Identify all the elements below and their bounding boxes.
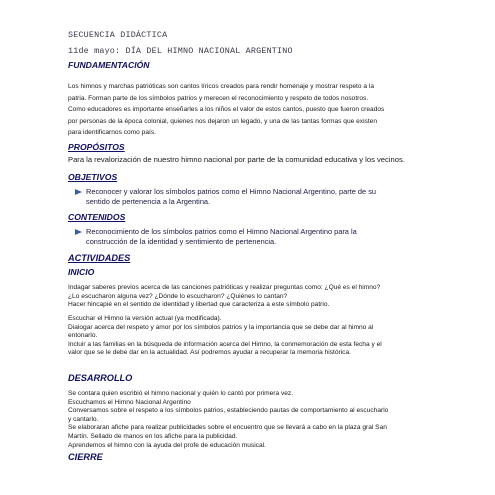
heading-contenidos: CONTENIDOS [68, 212, 126, 222]
text-line: Se elaboraran afiche para realizar publicidades sobre el encuentro que se llevará a cabo en la plaza gral San [68, 424, 387, 432]
text-line: para identificarnos como país. [68, 129, 156, 137]
text-line: por personas de la época colonial, quienes nos dejaron un legado, y una de las tantas formas que existen [68, 117, 378, 125]
fundamentacion-text [68, 81, 456, 139]
text-line: sentido de pertenencia a la Argentina. [86, 196, 211, 206]
text-line: patria. Forman parte de los símbolos patrios y merecen el reconocimiento y respeto de todos nosotros. [68, 94, 369, 102]
text-line: Conversamos sobre el respeto a los símbolos patrios, estableciendo pautas de comportamiento al escucharlo [68, 407, 389, 415]
text-line: ¿Lo escucharon alguna vez? ¿Dónde lo escucharon? ¿Quiénes lo cantan? [68, 292, 288, 300]
text-line: Indagar saberes previos acerca de las canciones patrióticas y realizar preguntas como: ¿Qué es el himno? [68, 284, 381, 291]
contenidos-bullet [86, 227, 456, 246]
text-line: Reconocer y valorar los símbolos patrios como el Himno Nacional Argentino, parte de su [86, 187, 377, 196]
heading-cierre: CIERRE [68, 452, 103, 462]
text-line: Escuchamos el Himno Nacional Argentino [68, 398, 191, 406]
text-line: y cantarlo. [68, 415, 99, 423]
text-line: Dialogar acerca del respeto y amor por los símbolos patrios y la importancia que se debe dar al himno al [68, 323, 374, 331]
heading-propositos: PROPÓSITOS [68, 142, 125, 152]
bullet-icon [75, 229, 82, 235]
heading-actividades: ACTIVIDADES [68, 253, 131, 263]
desarrollo-text [68, 390, 456, 450]
bullet-icon [75, 189, 82, 195]
text-line: entonarlo. [68, 332, 98, 340]
text-line: Los himnos y marchas patrióticas son cantos líricos creados para rendir homenaje y mostrar respeto a la [68, 83, 375, 90]
heading-desarrollo: DESARROLLO [68, 373, 133, 383]
text-line: Aprendemos el himno con la ayuda del profe de educación musical. [68, 441, 266, 449]
propositos-text [68, 155, 456, 165]
text-line: Se contara quien escribió el himno nacional y quién lo cantó por primera vez. [68, 390, 294, 397]
heading-fundamentacion: FUNDAMENTACIÓN [68, 60, 150, 70]
inicio-block-1 [68, 284, 456, 310]
doc-title: SECUENCIA DIDÁCTICA [68, 30, 168, 40]
text-line: construcción de la identidad y sentimiento de pertenencia. [86, 236, 277, 246]
objetivos-bullet [86, 187, 456, 206]
text-line: Incluir a las familias en la búsqueda de información acerca del Himno, la conmemoración de esta fecha y el [68, 340, 382, 348]
text-line: Como educadores es importante enseñarles a los niños el valor de estos cantos, puesto que fueron creados [68, 106, 385, 114]
text-line: Martín. Sellado de manos en los afiche para la publicidad. [68, 432, 238, 440]
text-line: Para la revalorización de nuestro himno nacional por parte de la comunidad educativa y los vecinos. [68, 155, 405, 164]
text-line: valor que se le debe dar en la actualidad. Así podremos ayudar a recuperar la memoria histórica. [68, 349, 351, 357]
doc-subtitle: 11de mayo: DÍA DEL HIMNO NACIONAL ARGENTINO [68, 46, 293, 56]
text-line: Reconocimiento de los símbolos patrios como el Himno Nacional Argentino para la [86, 227, 357, 236]
heading-inicio: INICIO [68, 267, 95, 277]
text-line: Hacer hincapié en el sentido de identidad y libertad que caracteriza a este símbolo patrio. [68, 301, 330, 309]
inicio-block-2 [68, 315, 456, 358]
text-line: Escuchar el Himno la versión actual (ya modificada). [68, 315, 222, 322]
heading-objetivos: OBJETIVOS [68, 172, 118, 182]
